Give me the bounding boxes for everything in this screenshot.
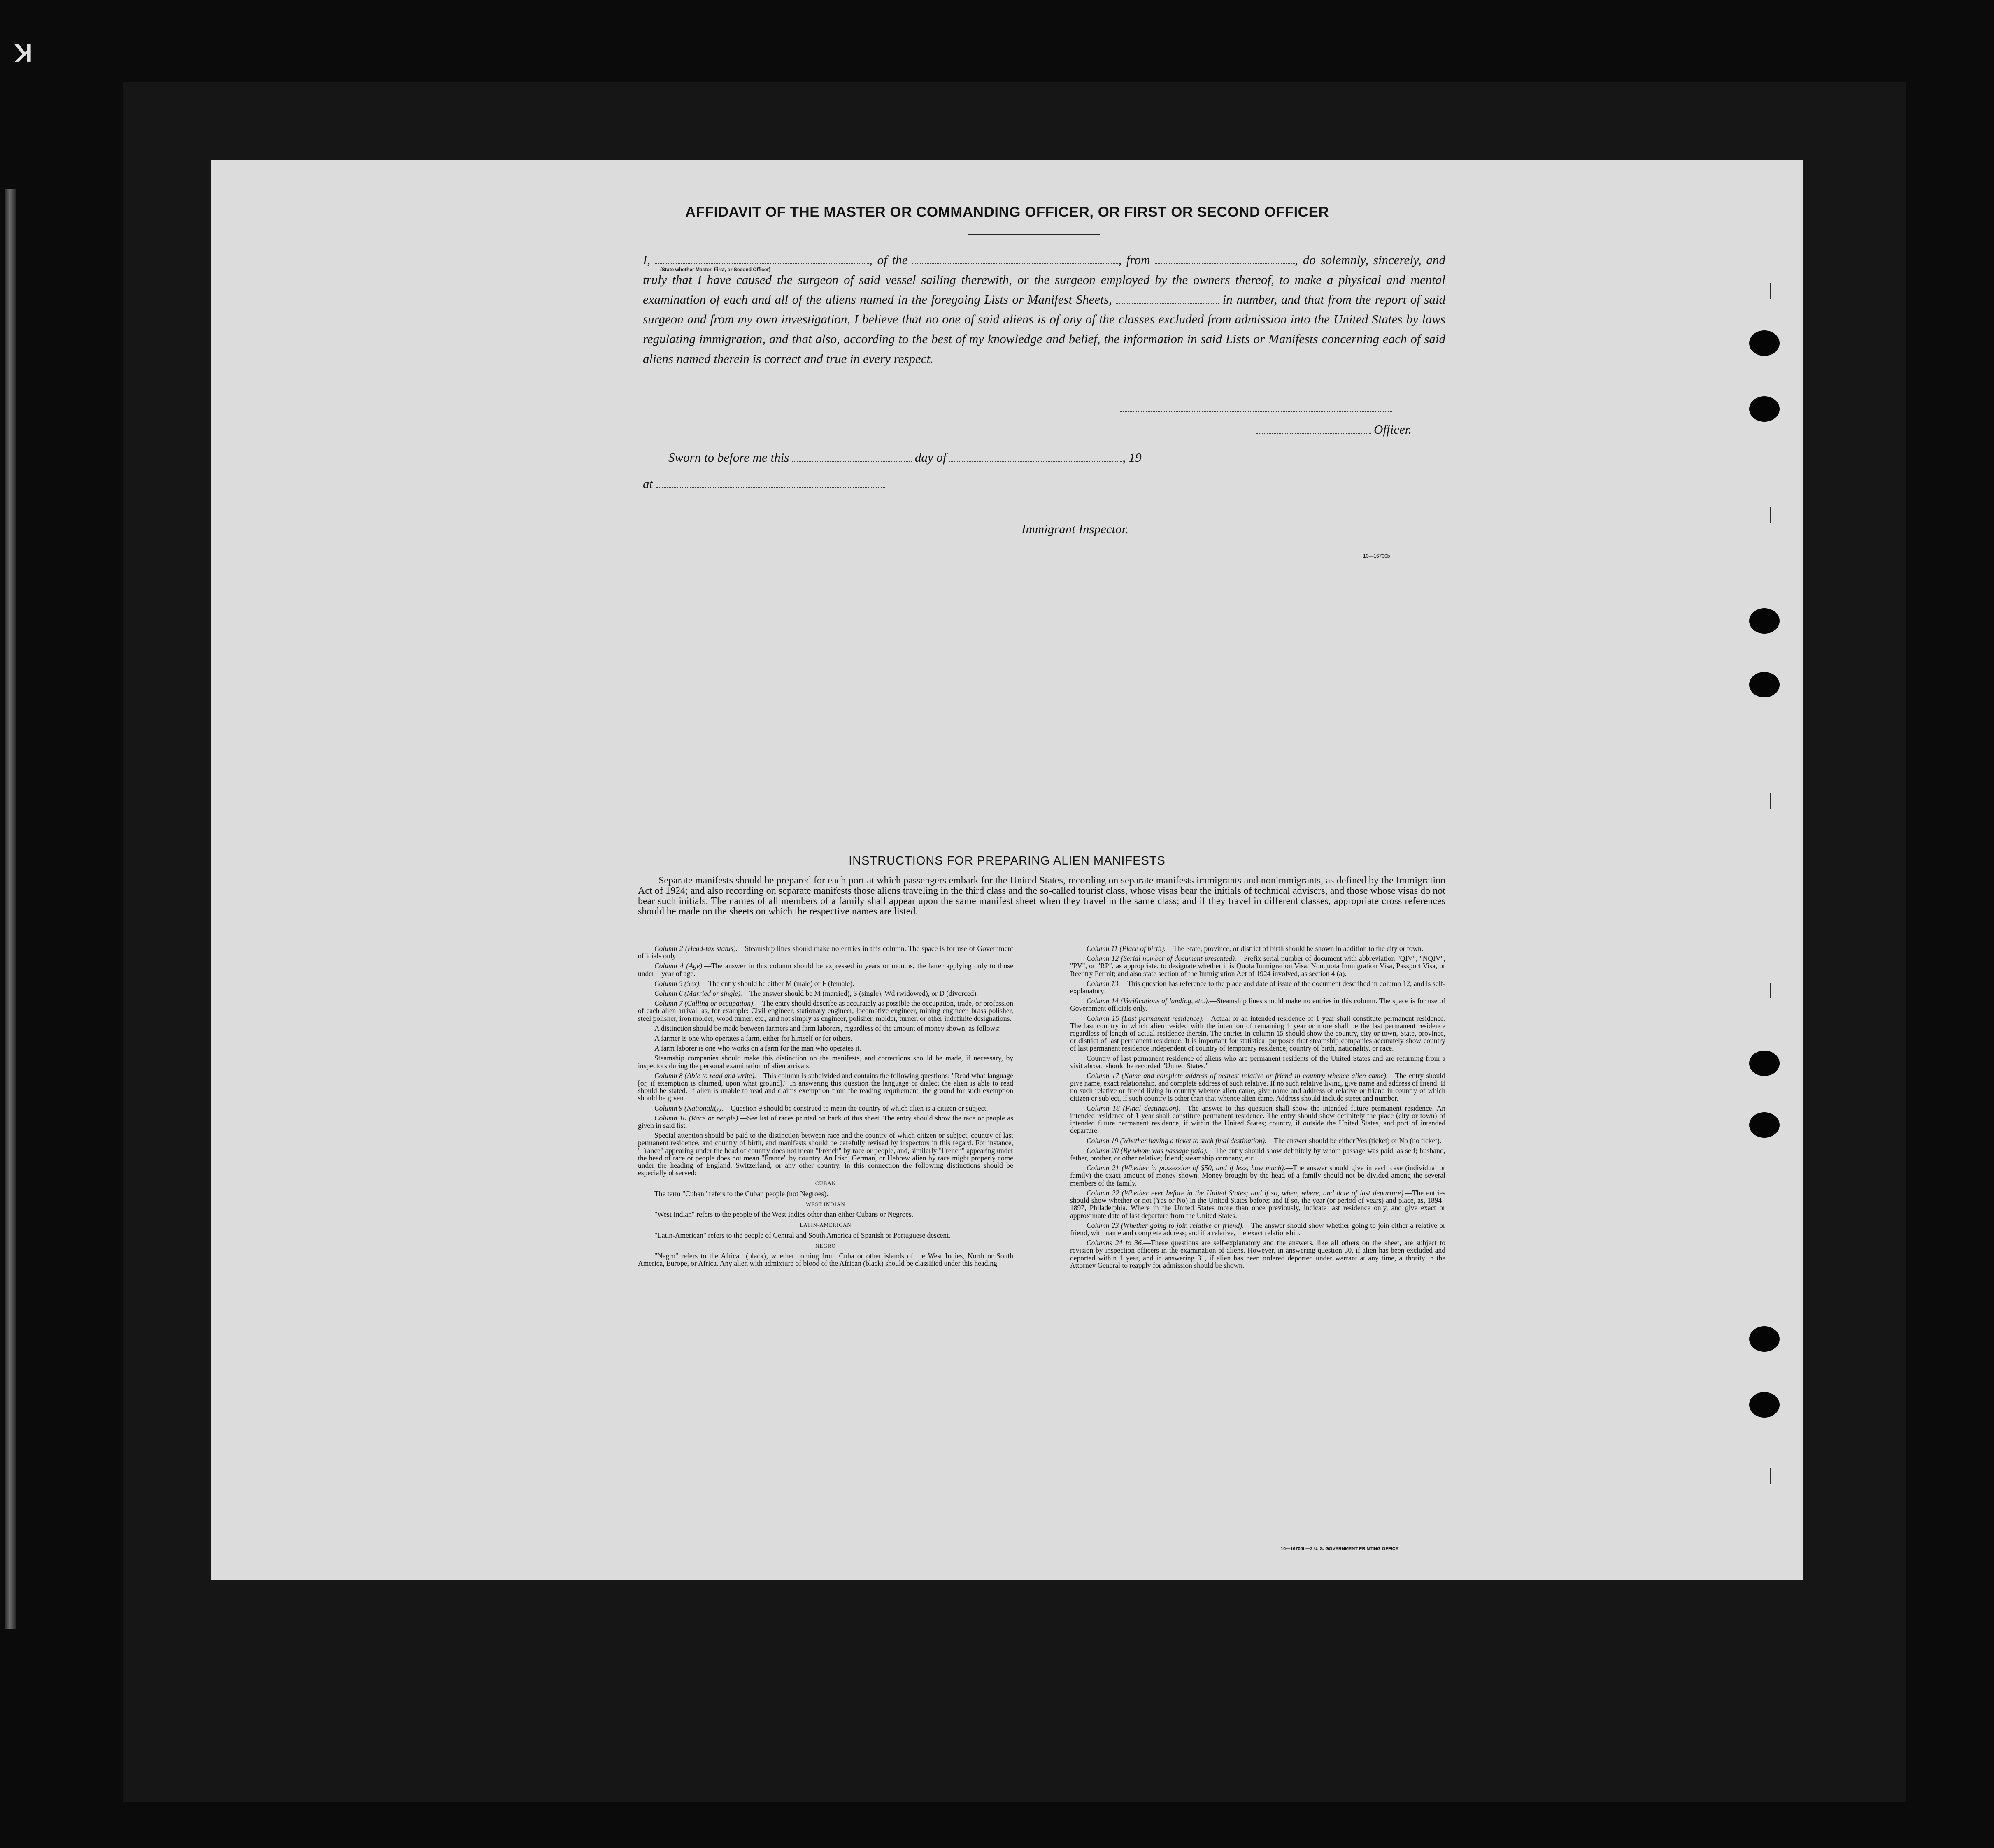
instruction-paragraph — [638, 1211, 1013, 1218]
instruction-text: —The answer in this column should be expressed in years or months, the latter applying only to those under 1 year of age. — [638, 962, 1013, 978]
instruction-paragraph — [1070, 955, 1445, 977]
instruction-text: —Prefix serial number of document with abbreviation "QIV", "NQIV", "PV", or "RP", as appropriate, to designate whether it is Quota Immigration Visa, Nonquota Immigration Visa, Passport Visa, or Reentry Permit; and also state section of the Immigration Act of 1924 involved, as section 4 (a). — [1070, 954, 1445, 978]
rank-field-note: (State whether Master, First, or Second Officer) — [660, 267, 771, 272]
instruction-paragraph — [1070, 980, 1445, 995]
instruction-text: —The answer should be M (married), S (single), Wd (widowed), or D (divorced). — [742, 989, 978, 998]
instruction-text: "Negro" refers to the African (black), whether coming from Cuba or other islands of the West Indies, North or South America, Europe, or Africa. Any alien with admixture of blood of the African (black) should be classified under this heading. — [638, 1251, 1013, 1268]
instructions-title: INSTRUCTIONS FOR PREPARING ALIEN MANIFESTS — [849, 854, 1166, 867]
instruction-paragraph — [1070, 1164, 1445, 1187]
instruction-paragraph — [638, 1072, 1013, 1102]
instruction-lead: Column 5 (Sex). — [654, 979, 701, 988]
instruction-lead: Column 4 (Age). — [654, 962, 704, 970]
instruction-text: —The entry should describe as accurately as possible the occupation, trade, or profession of each alien arrival, as, for example: Civil engineer, stationary engineer, locomotive engineer, mining engineer, brass polisher, steel polisher, iron molder, wood turner, etc., and not simply as engineer, polisher, molder, turner, or other indefinite designations. — [638, 999, 1013, 1023]
instruction-paragraph — [1070, 1239, 1445, 1269]
affidavit-p2: that I have caused the surgeon of said vessel sailing therewith, or the surgeon employed by the owners thereof, to make a physical and mental examination of each and all of the aliens named in the foregoing Lists or Manifest Sheets, — [643, 272, 1446, 307]
instruction-paragraph — [638, 1132, 1013, 1176]
instruction-paragraph — [1070, 1015, 1445, 1052]
instruction-text: A farm laborer is one who works on a farm for the man who operates it. — [654, 1044, 861, 1053]
edge-tick — [1770, 1468, 1771, 1484]
instruction-paragraph — [1070, 1104, 1445, 1134]
instruction-lead: Column 21 (Whether in possession of $50, and if less, how much). — [1087, 1164, 1286, 1172]
corner-mark: K — [14, 38, 33, 67]
punch-hole — [1749, 396, 1780, 422]
officer-rank-field[interactable] — [655, 253, 869, 264]
edge-tick — [1770, 507, 1771, 523]
instruction-lead: Column 18 (Final destination). — [1087, 1104, 1180, 1112]
instruction-lead: Column 10 (Race or people). — [654, 1113, 740, 1122]
instruction-text: —These questions are self-explanatory and the answers, like all others on the sheet, are subject to revision by inspection officers in the examination of aliens. However, in answering question 30, if alien has been excluded and deported within 1 year, and in answering 31, if alien has been ordered deported under warrant at any time, authority in the Attorney General to reapply for admission should be shown. — [1070, 1239, 1445, 1269]
vessel-name-field[interactable] — [912, 253, 1118, 264]
instruction-text: —The entry should give name, exact relationship, and complete address of such relative. If no such relative living, give name and address of friend. If no such relative or friend living in country whence alien came, give name and address of relative or friend in country of which citizen or subject, if such country is other than that whence alien came. Address should include street and number. — [1070, 1072, 1446, 1102]
instruction-lead: Column 19 (Whether having a ticket to such final destination). — [1087, 1136, 1267, 1145]
instruction-text: "Latin-American" refers to the people of Central and South America of Spanish or Portuguese descent. — [654, 1231, 951, 1239]
instruction-text: —This question has reference to the place and date of issue of the document described in column 12, and is self-explanatory. — [1070, 979, 1445, 995]
sworn-place-field[interactable] — [656, 477, 886, 488]
instruction-paragraph — [638, 962, 1013, 977]
instruction-text: A distinction should be made between farmers and farm laborers, regardless of the amount of money shown, as follows: — [654, 1024, 1000, 1032]
at-line — [643, 477, 886, 491]
instruction-paragraph — [1070, 1072, 1445, 1102]
edge-tick — [1770, 793, 1771, 809]
section-heading: NEGRO — [815, 1242, 836, 1249]
instruction-text: —Steamship lines should make no entries in this column. The space is for use of Government officials only. — [638, 944, 1014, 960]
instructions-footer-code: 10—16700b—2 U. S. GOVERNMENT PRINTING OFFICE — [1281, 1546, 1399, 1551]
instruction-paragraph — [638, 1025, 1013, 1032]
edge-tick — [1770, 983, 1771, 998]
officer-title-line[interactable] — [1256, 433, 1371, 434]
instruction-lead: Column 6 (Married or single). — [654, 989, 742, 998]
instruction-text: Steamship companies should make this distinction on the manifests, and corrections should be made, if necessary, by inspectors during the personal examination of alien arrivals. — [638, 1054, 1013, 1070]
instruction-lead: Column 22 (Whether ever before in the United States; and if so, when, where, and date of last departure). — [1087, 1188, 1405, 1197]
instruction-text: The term "Cuban" refers to the Cuban people (not Negroes). — [654, 1189, 828, 1198]
affidavit-form-code: 10—16700b — [1363, 553, 1390, 559]
affidavit-of-the: , of the — [869, 253, 908, 267]
instruction-text: —The answer to this question shall show the intended future permanent residence. An intended residence of 1 year shall constitute permanent residence. The entry should show definitely the place (city or town) of intended future permanent residence, if within the United States; country, if outside the United States, and port of intended departure. — [1070, 1104, 1445, 1135]
section-heading: CUBAN — [815, 1180, 836, 1187]
instructions-left-column — [638, 945, 1013, 1269]
at-label: at — [643, 477, 653, 491]
instruction-lead: Column 17 (Name and complete address of nearest relative or friend in country whence alien came). — [1087, 1072, 1388, 1080]
title-rule — [968, 234, 1100, 235]
instruction-paragraph — [638, 990, 1013, 997]
instruction-text: —The entries should show whether or not (Yes or No) in the United States before; and if so, the year (or period of years) and place, as, 1894–1897, Philadelphia. Where in the United States more than once previously, indicate last residence only, and give exact or approximate date of last departure from the United States. — [1070, 1188, 1445, 1220]
punch-hole — [1749, 1051, 1780, 1076]
affidavit-title: AFFIDAVIT OF THE MASTER OR COMMANDING OFFICER, OR FIRST OR SECOND OFFICER — [685, 204, 1329, 220]
instruction-paragraph — [638, 1114, 1013, 1129]
officer-signature-line[interactable] — [1120, 411, 1392, 412]
instruction-lead: Column 2 (Head-tax status). — [654, 944, 738, 953]
instruction-paragraph — [638, 1232, 1013, 1239]
instruction-lead: Columns 24 to 36. — [1087, 1239, 1144, 1247]
instruction-text: —See list of races printed on back of this sheet. The entry should show the race or people as given in said list. — [638, 1113, 1013, 1130]
instruction-lead: Column 23 (Whether going to join relative or friend). — [1087, 1221, 1244, 1230]
instruction-lead: Column 11 (Place of birth). — [1087, 944, 1166, 953]
affidavit-p3: in number, and that from the report of said surgeon and from my own investigation, I believe that no one of said aliens is of any of the classes excluded from admission into the United States by laws regulating immigration, and that also, according to the best of my knowledge and belief, the information in said Lists or Manifests concerning each of said aliens named therein is correct and true in every respect. — [643, 292, 1446, 366]
sworn-line — [668, 450, 1142, 465]
instruction-lead: Column 13. — [1087, 979, 1120, 988]
instruction-text: —The answer should give in each case (individual or family) the exact amount of money shown. Money brought by the head of a family should not be divided among the several members of the family. — [1070, 1164, 1446, 1187]
instruction-text: A farmer is one who operates a farm, either for himself or for others. — [654, 1034, 852, 1043]
day-of-label: day of — [914, 450, 947, 465]
instruction-text: —The answer should be either Yes (ticket) or No (no ticket). — [1266, 1136, 1442, 1145]
punch-hole — [1749, 330, 1780, 356]
instruction-paragraph — [1070, 1147, 1445, 1162]
sworn-day-field[interactable] — [792, 450, 912, 462]
punch-hole — [1749, 672, 1780, 697]
sheet-count-field[interactable] — [1116, 292, 1219, 304]
instruction-paragraph — [638, 1054, 1013, 1069]
punch-hole — [1749, 1326, 1780, 1352]
instruction-lead: Column 12 (Serial number of document presented). — [1087, 954, 1237, 963]
instruction-text: —The State, province, or district of birth should be shown in addition to the city or town. — [1166, 944, 1424, 953]
instruction-text: —Steamship lines should make no entries in this column. The space is for use of Government officials only. — [1070, 997, 1445, 1013]
instruction-text: —The entry should show definitely by whom passage was paid, as self; husband, father, brother, or other relative; friend; steamship company, etc. — [1070, 1146, 1446, 1162]
officer-label: Officer. — [1374, 422, 1412, 437]
instruction-paragraph — [638, 1000, 1013, 1022]
instruction-paragraph — [638, 1104, 1013, 1112]
edge-tick — [1770, 283, 1771, 299]
instruction-paragraph — [1070, 1189, 1445, 1219]
instructions-intro: Separate manifests should be prepared for each port at which passengers embark for the United States, recording on separate manifests immigrants and nonimmigrants, as defined by the Immigration Act of 1924; and also recording on separate manifests those aliens traveling in the third class and the so-called tourist class, whose visas bear the initials of technical advisers, and those whose visas do not bear such initials. The names of all members of a family shall appear upon the same manifest sheet when they travel in the same class; and if they travel in different classes, appropriate cross references should be made on the sheets on which the respective names are listed. — [638, 875, 1445, 917]
section-heading: WEST INDIAN — [806, 1201, 845, 1207]
punch-hole — [1749, 1392, 1780, 1418]
instruction-paragraph — [1070, 945, 1445, 952]
instruction-lead: Column 9 (Nationality). — [654, 1104, 724, 1112]
instruction-paragraph — [1070, 1055, 1445, 1069]
affidavit-do: , do — [1295, 253, 1316, 267]
instruction-lead: Column 20 (By whom was passage paid). — [1087, 1146, 1208, 1155]
instruction-paragraph — [638, 1044, 1013, 1052]
instruction-text: —This column is subdivided and contains the following questions: "Read what language [or, if exemption is claimed, upon what ground]." In answering this question the language or dialect the alien is able to read should be stated. If alien is unable to read and claims exemption from the reading requirement, the ground for such exemption should be given. — [638, 1071, 1013, 1102]
instruction-paragraph — [1070, 997, 1445, 1012]
instruction-text: —Actual or an intended residence of 1 year shall constitute permanent residence. The last country in which alien resided with the intention of remaining 1 year or more shall be the last permanent residence regardless of length of actual residence therein. The entries in column 15 should show the country, city or town, State, province, or district of last permanent residence. It is important for statistical purposes that steamship companies accurately show country of last permanent residence independent of country of temporary residence, country of birth, nationality, or race. — [1070, 1014, 1445, 1053]
instruction-paragraph — [638, 1190, 1013, 1197]
instruction-paragraph — [1070, 1137, 1445, 1144]
instruction-lead: Column 14 (Verifications of landing, etc.). — [1087, 997, 1210, 1005]
affidavit-p1: solemnly, sincerely, and truly — [643, 253, 1445, 287]
sworn-month-field[interactable] — [949, 450, 1122, 462]
instructions-right-column — [1070, 945, 1445, 1272]
punch-hole — [1749, 1112, 1780, 1138]
affidavit-i: I, — [643, 253, 651, 267]
instruction-paragraph — [1070, 1222, 1445, 1237]
instruction-lead: Column 15 (Last permanent residence). — [1087, 1014, 1204, 1023]
instruction-text: "West Indian" refers to the people of the West Indies other than either Cubans or Negroes. — [654, 1210, 914, 1219]
instruction-text: —The entry should be either M (male) or F (female). — [701, 979, 854, 988]
affidavit-from: , from — [1118, 253, 1150, 267]
section-heading: LATIN-AMERICAN — [800, 1222, 852, 1228]
instruction-text: —Question 9 should be construed to mean the country of which alien is a citizen or subject. — [723, 1104, 988, 1112]
sworn-label: Sworn to before me this — [668, 450, 789, 465]
instruction-paragraph — [638, 1034, 1013, 1042]
inspector-label: Immigrant Inspector. — [1021, 522, 1129, 536]
punch-hole — [1749, 608, 1780, 634]
instruction-text: Country of last permanent residence of aliens who are permanent residents of the United States and are returning from a visit abroad should be recorded "United States." — [1070, 1054, 1445, 1070]
instruction-lead: Column 7 (Calling or occupation). — [654, 999, 755, 1008]
film-edge-strip — [5, 189, 16, 1629]
instruction-paragraph — [638, 1252, 1013, 1267]
port-field[interactable] — [1155, 253, 1295, 264]
year-label: , 19 — [1122, 450, 1142, 465]
instruction-paragraph — [638, 945, 1013, 960]
instruction-lead: Column 8 (Able to read and write). — [654, 1071, 756, 1080]
document-page — [211, 160, 1803, 1580]
instruction-paragraph — [638, 980, 1013, 987]
instruction-text: Special attention should be paid to the distinction between race and the country of which citizen or subject, country of last permanent residence, and country of birth, and manifests should be carefully revised by inspectors in this regard. For instance, "France" appearing under the head of country does not mean "French" by race or people, and, similarly "French" appearing under the head of race or people does not mean "France" by country. An Irish, German, or Hebrew alien by race might properly come under the heading of England, Switzerland, or any other country. In this connection the following distinctions should be especially observed: — [638, 1131, 1013, 1177]
instruction-text: —The answer should show whether going to join either a relative or friend, with name and complete address; and if a relative, the exact relationship. — [1070, 1221, 1445, 1237]
